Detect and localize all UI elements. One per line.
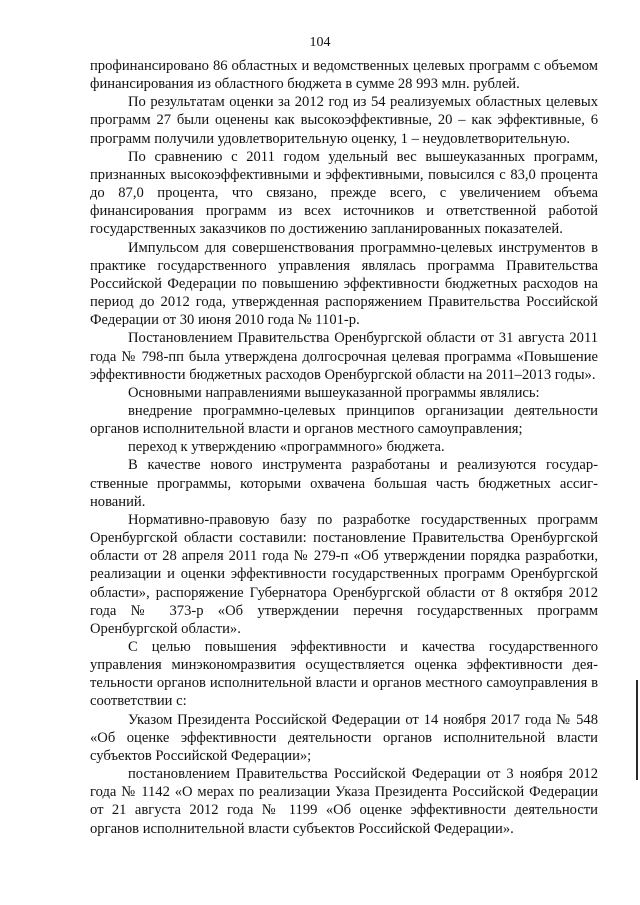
paragraph-main-directions: Основными направлениями вышеуказанной программы являлись: — [128, 384, 540, 401]
paragraph-regional-resolution: Постановлением Правительства Оренбургской области от 31 августа 2011 года № 798-пп была утверждена долгосрочная целевая программа «Повышение эффективности бюджетных расходов Оренбургской области на 2011–2013 годы». — [90, 330, 598, 383]
paragraph-program-financing: профинансировано 86 областных и ведомственных целевых программ с объемом финансирования из областного бюджета в сумме 28 993 млн. рублей. — [90, 58, 598, 93]
paragraph-direction-program-principles: внедрение программно-целевых принципов организации деятельности органов исполнительной власти и органов местного самоуправления; — [90, 402, 598, 438]
paragraph-presidential-decree: Указом Президента Российской Федерации от 14 ноября 2017 года № 548 «Об оценке эффективности деятельности органов исполнительной власти субъектов Российской Федерации»; — [90, 711, 598, 764]
paragraph-regulatory-base: Нормативно-правовую базу по разработке государственных программ Оренбургской области составили: постановление Правительства Оренбургской области от 28 апреля 2011 года № 279-п «Об утверждении порядка разработки, реализации и оценки эффективности государственных программ Оренбургской области», распоряжение Губернатора Оренбургской области от 8 октября 2012 года № 373-р «Об утверждении перечня государственных программ Оренбургской области». — [90, 511, 598, 637]
paragraph-evaluation-results: По результатам оценки за 2012 год из 54 реализуемых областных целевых программ 27 были оценены как высокоэффективные, 20 – как эффективные, 6 программ получили удовлетворительную оценку, 1 – неудовлетворительную. — [90, 94, 598, 147]
scan-edge-mark — [636, 680, 638, 780]
paragraph-government-program: Импульсом для совершенствования программно-целевых инструментов в практике государственного управления являлась программа Правительства Российской Федерации по повышению эффективности бюджетных расходов на период до 2012 года, утвержденная распоряжением Правительства Российской Федерации от 30 июня 2010 года № 1101-р. — [90, 239, 598, 329]
paragraph-government-resolution: постановлением Правительства Российской Федерации от 3 ноября 2012 года № 1142 «О мерах по реализации Указа Президента Российской Федерации от 21 августа 2012 года № 1199 «Об оценке эффективности деятельности органов исполнительной власти субъектов Российской Федерации». — [90, 766, 598, 837]
paragraph-efficiency-assessment: С целью повышения эффективности и качества государственного управления минэкономразвития осуществляется оценка эффективности деятельности органов исполнительной власти и органов местного самоуправления в соответствии с: — [90, 639, 598, 710]
paragraph-state-programs: В качестве нового инструмента разработаны и реализуются государственные программы, которыми охвачена большая часть бюджетных ассигнований. — [90, 457, 598, 510]
paragraph-direction-program-budget: переход к утверждению «программного» бюджета. — [128, 439, 445, 456]
document-body — [90, 57, 598, 838]
paragraph-comparison-2011: По сравнению с 2011 годом удельный вес вышеуказанных программ, признанных высокоэффективными и эффективными, повысился с 83,0 процента до 87,0 процента, что связано, прежде всего, с увеличением объема финансирования программ из всех источников и ответственной работой государственных заказчиков по достижению запланированных показателей. — [90, 148, 598, 238]
page-number: 104 — [309, 35, 331, 50]
